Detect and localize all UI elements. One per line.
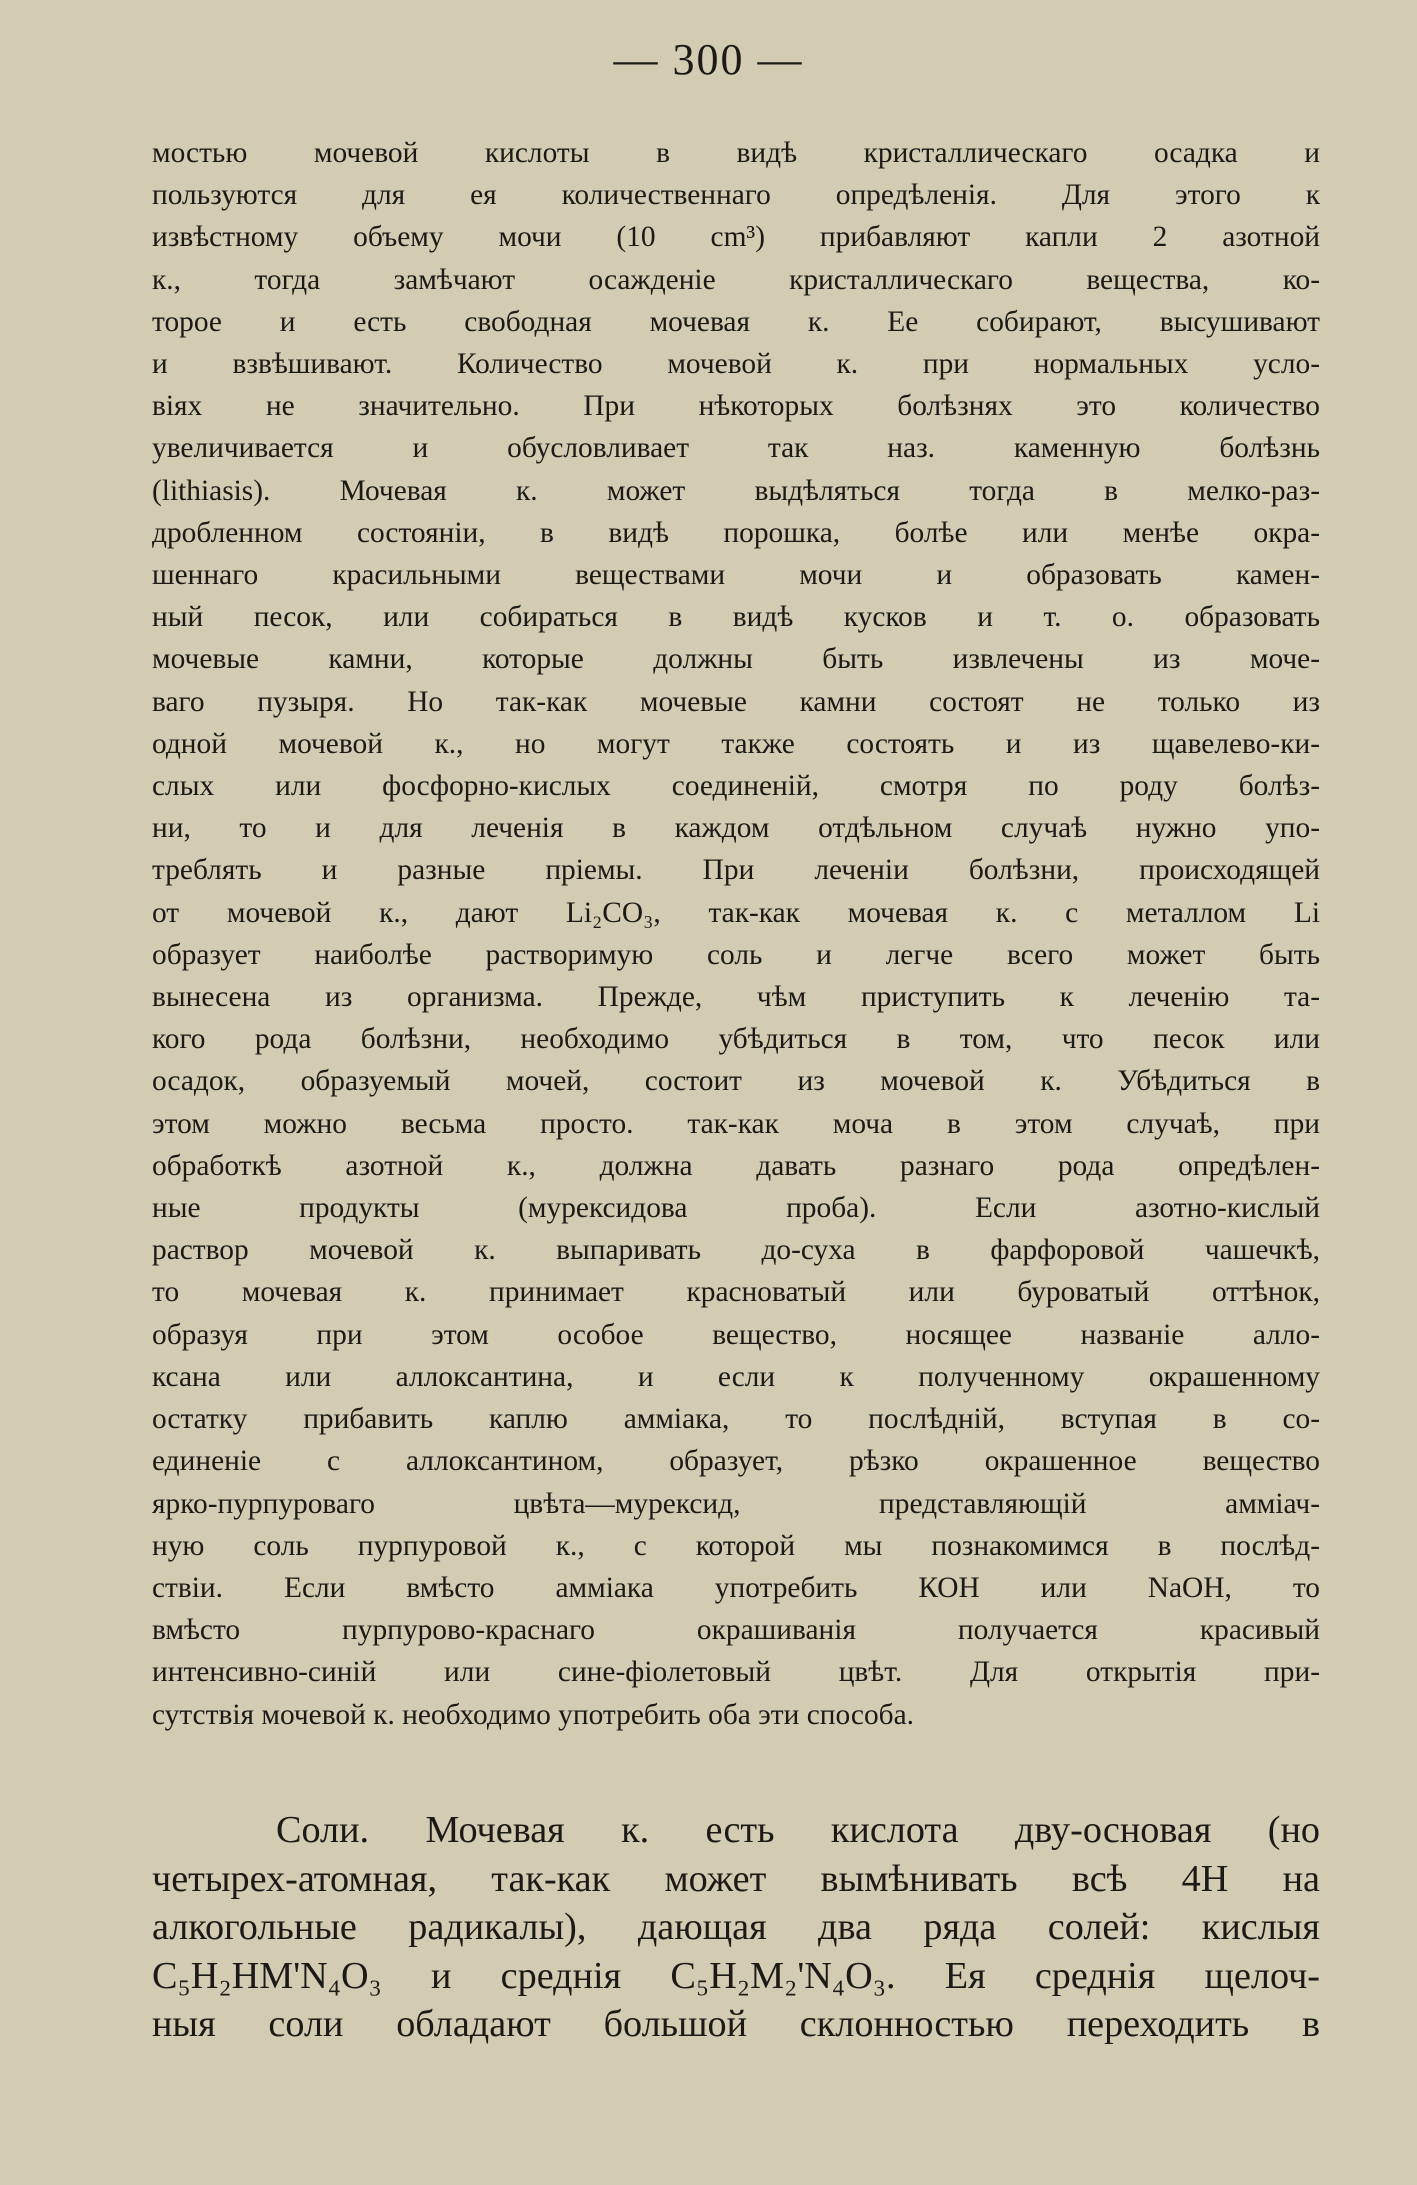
text-line: мостью мочевой кислоты в видѣ кристаллическаго осадка и [152,137,1320,169]
section-paragraph [152,1806,1320,2049]
text-line: кого рода болѣзни, необходимо убѣдиться в том, что песок или [152,1023,1320,1056]
text-line: остатку прибавить каплю амміака, то послѣдній, вступая в со- [152,1403,1320,1436]
text-line: пользуются для ея количественнаго опредѣленія. Для этого к [152,179,1320,212]
text-line: ные продукты (мурексидова проба). Если азотно-кислый [152,1192,1320,1225]
text-line: шеннаго красильными веществами мочи и образовать камен- [152,559,1320,592]
text-line: ную соль пурпуровой к., с которой мы познакомимся в послѣд- [152,1529,1320,1562]
text-line: ни, то и для леченія в каждом отдѣльном случаѣ нужно упо- [152,812,1320,845]
text-line: треблять и разные пріемы. При леченіи болѣзни, происходящей [152,854,1320,887]
section-line: ныя соли обладают большой склонностью переходить в [152,2003,1320,2045]
text-line: одной мочевой к., но могут также состоять и из щавелево-ки- [152,727,1320,760]
text-line: осадок, образуемый мочей, состоит из мочевой к. Убѣдиться в [152,1065,1320,1098]
text-line: ярко-пурпуроваго цвѣта—мурексид, представляющій амміач- [152,1487,1320,1520]
text-line: то мочевая к. принимает красноватый или буроватый оттѣнок, [152,1276,1320,1309]
text-line: обработкѣ азотной к., должна давать разнаго рода опредѣлен- [152,1149,1320,1182]
text-line: ваго пузыря. Но так-как мочевые камни состоят не только из [152,685,1320,718]
text-line: образует наиболѣе растворимую соль и легче всего может быть [152,938,1320,971]
page-number: — 300 — [613,35,804,84]
text-line: вмѣсто пурпурово-краснаго окрашиванія получается красивый [152,1614,1320,1647]
text-line: ксана или аллоксантина, и если к полученному окрашенному [152,1360,1320,1393]
section-line: четырех-атомная, так-как может вымѣнивать всѣ 4H на [152,1857,1320,1900]
text-line: мочевые камни, которые должны быть извлечены из моче- [152,643,1320,676]
section-line: C₅H₂HM'N₄O₃ и среднія C₅H₂M₂'N₄O₃. Ея среднія щелоч- [152,1954,1320,1997]
text-line: ный песок, или собираться в видѣ кусков и т. о. образовать [152,601,1320,634]
text-line: от мочевой к., дают Li₂CO₃, так-как мочевая к. с металлом Li [152,896,1320,929]
text-line: слых или фосфорно-кислых соединеній, смотря по роду болѣз- [152,770,1320,803]
section-line: Соли. Мочевая к. есть кислота дву-основая (но [276,1809,1320,1851]
text-line: и взвѣшивают. Количество мочевой к. при нормальных усло- [152,348,1320,381]
text-line: к., тогда замѣчают осажденіе кристаллическаго вещества, ко- [152,263,1320,296]
text-line: извѣстному объему мочи (10 cm³) прибавляют капли 2 азотной [152,221,1320,254]
text-line: вынесена из организма. Прежде, чѣм приступить к леченію та- [152,981,1320,1014]
text-line: (lithiasis). Мочевая к. может выдѣляться тогда в мелко-раз- [152,474,1320,507]
text-line: интенсивно-синій или сине-фіолетовый цвѣт. Для открытія при- [152,1656,1320,1689]
text-line: торое и есть свободная мочевая к. Ее собирают, высушивают [152,305,1320,338]
section-line: алкогольные радикалы), дающая два ряда солей: кислыя [152,1906,1320,1948]
text-line: увеличивается и обусловливает так наз. каменную болѣзнь [152,432,1320,465]
text-line: дробленном состояніи, в видѣ порошка, болѣе или менѣе окра- [152,516,1320,549]
text-line: віях не значительно. При нѣкоторых болѣзнях это количество [152,390,1320,423]
text-line: образуя при этом особое вещество, носящее названіе алло- [152,1318,1320,1351]
text-line: сутствія мочевой к. необходимо употребить оба эти способа. [152,1698,915,1731]
text-line: раствор мочевой к. выпаривать до-суха в фарфоровой чашечкѣ, [152,1234,1320,1267]
body-paragraph [152,132,1320,1736]
text-line: единеніе с аллоксантином, образует, рѣзко окрашенное вещество [152,1445,1320,1478]
text-line: этом можно весьма просто. так-как моча в этом случаѣ, при [152,1107,1320,1140]
text-line: ствіи. Если вмѣсто амміака употребить КОН или NaOH, то [152,1571,1320,1604]
